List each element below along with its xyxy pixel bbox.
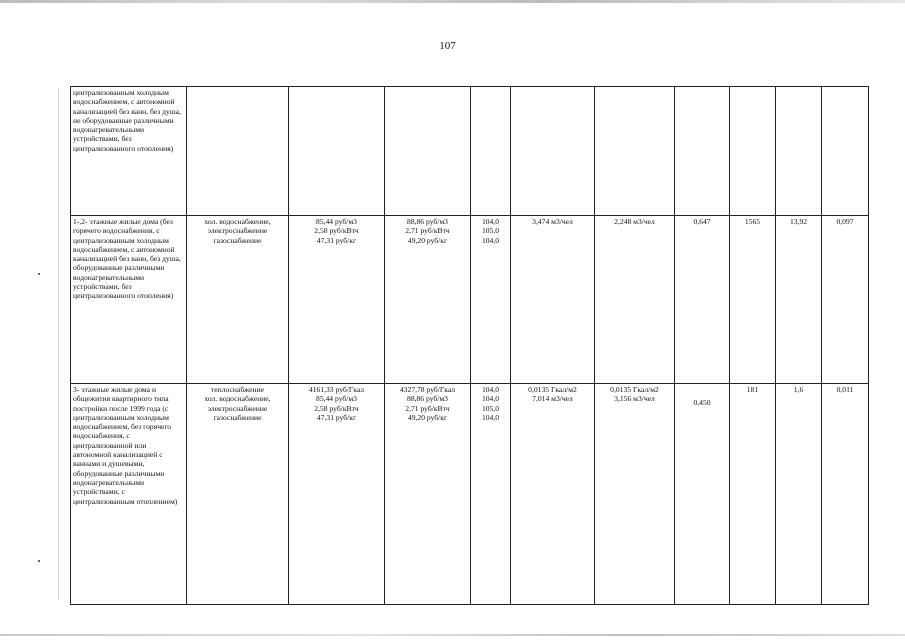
norm-next-cell-line: 2,248 м3/чел (614, 217, 655, 226)
coefficient-cell: 0,647 (675, 216, 730, 384)
tariff-table (70, 86, 869, 605)
tariff-next-cell-line: 88,86 руб/м3 (407, 217, 448, 226)
services-cell-line: хол. водоснабжение, (204, 217, 271, 226)
tariff-next-cell-line: 49,20 руб/кг (407, 412, 448, 422)
services-cell-line: электроснабжение (207, 226, 268, 236)
tariff-next-cell (385, 216, 471, 384)
tariff-next-cell-line: 88,86 руб/м3 (407, 394, 448, 404)
count-cell: 181 (730, 384, 776, 605)
scan-speck (38, 560, 40, 562)
index-cell-line: 104,0 (481, 217, 500, 226)
coefficient-cell (675, 87, 730, 216)
norm-next-cell (595, 87, 675, 216)
norm-current-cell (511, 87, 595, 216)
index-cell (471, 216, 511, 384)
services-cell (187, 87, 289, 216)
norm-current-cell-line: 0,0135 Гкал/м2 (528, 385, 577, 394)
category-cell: централизованным холодным водоснабжением, с автономной канализацией без ванн, без душа, не оборудованные различными водонагревательными устройствами, без централизованного отопления) (71, 87, 187, 216)
norm-next-cell-line: 3,156 м3/чел (614, 394, 655, 404)
value-2-cell: 0,011 (822, 384, 869, 605)
tariff-current-cell-line: 47,31 руб/кг (316, 235, 357, 245)
tariff-next-cell-line: 4327,78 руб/Гкал (399, 385, 456, 394)
services-cell (187, 384, 289, 605)
tariff-current-cell (289, 384, 385, 605)
norm-current-cell (511, 384, 595, 605)
tariff-next-cell-line: 2,71 руб/кВтч (405, 403, 450, 413)
tariff-current-cell (289, 87, 385, 216)
value-2-cell (822, 87, 869, 216)
index-cell-line: 104,0 (481, 394, 500, 404)
services-cell-line: электроснабжение (207, 403, 268, 413)
tariff-current-cell-line: 47,31 руб/кг (316, 412, 357, 422)
table-row (71, 216, 869, 384)
value-1-cell (776, 87, 822, 216)
tariff-next-cell-line: 2,71 руб/кВтч (405, 226, 450, 236)
scan-margin-line (58, 88, 59, 600)
tariff-current-cell-line: 2,58 руб/кВтч (314, 403, 359, 413)
coefficient-cell: 0,450 (675, 384, 730, 605)
norm-current-cell-line: 7,014 м3/чел (532, 394, 573, 404)
tariff-next-cell-line: 49,20 руб/кг (407, 235, 448, 245)
tariff-current-cell (289, 216, 385, 384)
count-cell: 1565 (730, 216, 776, 384)
index-cell (471, 87, 511, 216)
services-cell-line: газоснабжение (213, 235, 262, 245)
tariff-current-cell-line: 2,58 руб/кВтч (314, 226, 359, 236)
tariff-current-cell-line: 85,44 руб/м3 (316, 217, 357, 226)
category-cell: 3- этажные жилые дома и общежития квартирного типа постройки после 1999 года (с централизованным холодным водоснабжением, без горячего водоснабжения, с централизованной или автономной канализацией с ваннами и душевыми, оборудованные различными водонагревательными устройствами, с централизованным отоплением) (71, 384, 187, 605)
services-cell-line: теплоснабжение (210, 385, 265, 394)
tariff-current-cell-line: 85,44 руб/м3 (316, 394, 357, 404)
scan-speck (38, 273, 40, 275)
page-number: 107 (439, 40, 456, 52)
norm-current-cell (511, 216, 595, 384)
tariff-next-cell (385, 384, 471, 605)
count-cell (730, 87, 776, 216)
category-cell: 1-,2- этажные жилые дома (без горячего водоснабжения, с централизованным холодным водоснабжением, с автономной канализацией без ванн, без душа, оборудованные различными водонагревательными устройствами, без централизованного отопления) (71, 216, 187, 384)
norm-next-cell (595, 216, 675, 384)
norm-current-cell-line: 3,474 м3/чел (532, 217, 573, 226)
index-cell-line: 104,0 (481, 385, 500, 394)
table-row (71, 384, 869, 605)
table-row (71, 87, 869, 216)
index-cell-line: 105,0 (481, 226, 500, 236)
tariff-next-cell (385, 87, 471, 216)
index-cell (471, 384, 511, 605)
tariff-current-cell-line: 4161,33 руб/Гкал (308, 385, 365, 394)
norm-next-cell-line: 0,0135 Гкал/м2 (610, 385, 659, 394)
index-cell-line: 104,0 (481, 412, 500, 422)
scan-top-edge (0, 0, 905, 3)
index-cell-line: 104,0 (481, 235, 500, 245)
services-cell (187, 216, 289, 384)
norm-next-cell (595, 384, 675, 605)
value-1-cell: 1,6 (776, 384, 822, 605)
services-cell-line: газоснабжение (213, 412, 262, 422)
services-cell-line: хол. водоснабжение, (204, 394, 271, 404)
index-cell-line: 105,0 (481, 403, 500, 413)
scan-bottom-edge (0, 634, 905, 636)
value-2-cell: 0,097 (822, 216, 869, 384)
value-1-cell: 13,92 (776, 216, 822, 384)
